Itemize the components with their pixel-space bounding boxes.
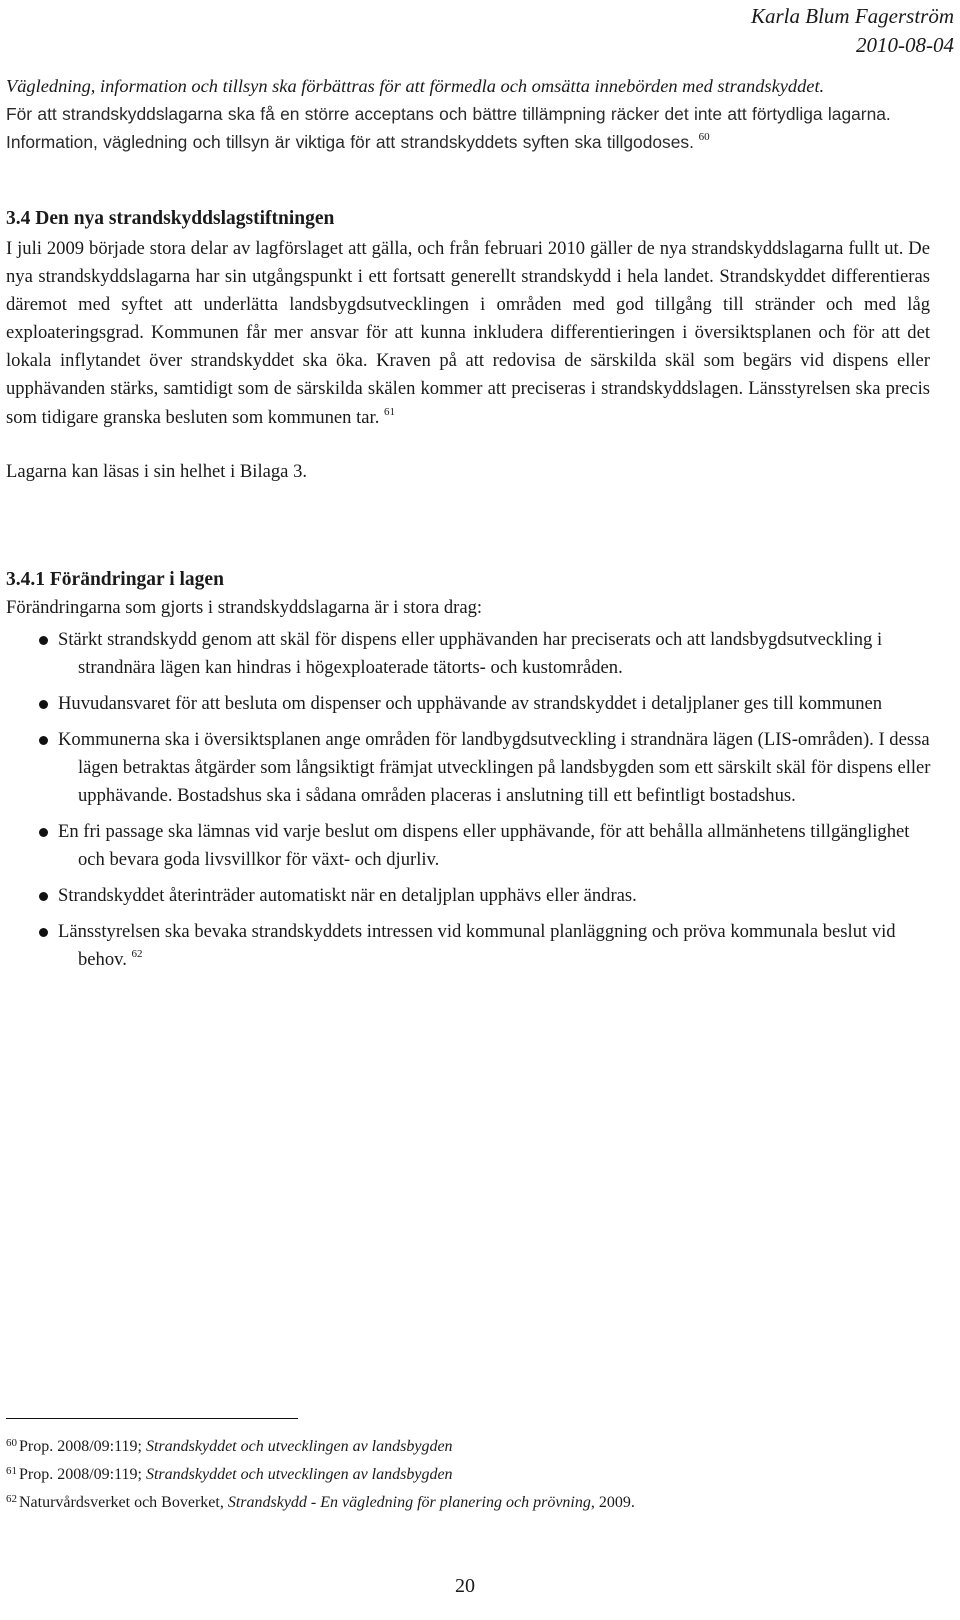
footnote-62	[6, 1487, 926, 1515]
list-item	[0, 690, 935, 718]
changes-list	[0, 626, 935, 982]
section-3-4-1-heading: 3.4.1 Förändringar i lagen	[6, 569, 224, 590]
header-date: 2010-08-04	[856, 33, 954, 57]
list-item-text: Huvudansvaret för att besluta om dispenser och upphävande av strandskyddet i detaljplaner ges till kommunen	[58, 693, 883, 714]
list-item	[0, 882, 935, 910]
footnote-number: 60	[6, 1437, 17, 1449]
bullet-icon	[39, 928, 48, 937]
section-3-4-1-intro: Förändringarna som gjorts i strandskyddslagarna är i stora drag:	[6, 597, 483, 618]
bullet-icon	[39, 828, 48, 837]
section-3-4-body	[6, 235, 930, 486]
intro-block	[6, 72, 934, 156]
footnotes	[6, 1431, 926, 1515]
list-item-text: Länsstyrelsen ska bevaka strandskyddets intressen vid kommunal planläggning och pröva kommunala beslut vid behov.	[58, 921, 896, 970]
list-item-text: Stärkt strandskydd genom att skäl för dispens eller upphävanden har preciserats och att landsbygdsutveckling i strandnära lägen kan hindras i högexploaterade tätorts- och kustområden.	[58, 629, 883, 678]
section-3-4-paragraph	[6, 235, 930, 432]
appendix-note: Lagarna kan läsas i sin helhet i Bilaga 3.	[6, 460, 308, 482]
page-number: 20	[455, 1575, 475, 1597]
bullet-icon	[39, 700, 48, 709]
footnote-title: Strandskydd - En vägledning för planering och prövning	[227, 1494, 591, 1511]
footnote-number: 61	[6, 1465, 17, 1477]
header-author: Karla Blum Fagerström	[750, 4, 954, 28]
footnote-ref-62[interactable]: 62	[131, 948, 143, 960]
intro-body: För att strandskyddslagarna ska få en större acceptans och bättre tillämpning räcker det inte att förtydliga lagarna. Information, vägledning och tillsyn är viktiga för att strandskyddets syften ska tillgodoses.	[6, 104, 891, 152]
list-item-text: Kommunerna ska i översiktsplanen ange områden för landbygdsutveckling i strandnära lägen (LIS-områden). I dessa lägen betraktas åtgärder som långsiktigt främjat utvecklingen på landsbygden som ett särskilt skäl för dispens eller upphävande. Bostadshus ska i sådana områden placeras i anslutning till ett befintligt bostadshus.	[58, 729, 931, 806]
footnote-title: Strandskyddet och utvecklingen av landsbygden	[145, 1466, 453, 1483]
section-3-4-heading: 3.4 Den nya strandskyddslagstiftningen	[6, 208, 335, 229]
footnote-61	[6, 1459, 926, 1487]
footnote-text: Prop. 2008/09:119;	[19, 1466, 146, 1483]
list-item	[0, 626, 935, 682]
list-item	[0, 918, 935, 974]
section-3-4-paragraph-text: I juli 2009 började stora delar av lagförslaget att gälla, och från februari 2010 gäller de nya strandskyddslagarna fullt ut. De nya strandskyddslagarna har sin utgångspunkt i ett fortsatt generellt strandskydd i hela landet. Strandskyddet differentieras däremot med syftet att underlätta landsbygdsutvecklingen i områden med god tillgång till stränder och med låg exploateringsgrad. Kommunen får mer ansvar för att kunna inkludera differentieringen i översiktsplanen och för att det lokala inflytandet över strandskyddet ska öka. Kraven på att redovisa de särskilda skäl som begärs vid dispens eller upphävanden stärks, samtidigt som de särskilda skälen kommer att preciseras i strandskyddslagen. Länsstyrelsen ska precis som tidigare granska besluten som kommunen tar.	[6, 238, 930, 428]
footnote-title: Strandskyddet och utvecklingen av landsbygden	[145, 1438, 453, 1455]
bullet-icon	[39, 736, 48, 745]
intro-lead: Vägledning, information och tillsyn ska förbättras för att förmedla och omsätta innebörden med strandskyddet.	[6, 76, 825, 96]
footnote-number: 62	[6, 1493, 17, 1505]
bullet-icon	[39, 636, 48, 645]
list-item	[0, 726, 935, 810]
footnote-text: Prop. 2008/09:119;	[19, 1438, 146, 1455]
list-item-text: Strandskyddet återinträder automatiskt när en detaljplan upphävs eller ändras.	[58, 885, 637, 906]
footnote-tail: , 2009.	[590, 1494, 635, 1511]
footnote-60	[6, 1431, 926, 1459]
bullet-icon	[39, 892, 48, 901]
footnote-separator	[6, 1418, 298, 1419]
footnote-ref-61[interactable]: 61	[384, 405, 396, 418]
footnote-text: Naturvårdsverket och Boverket,	[19, 1494, 228, 1511]
list-item-text: En fri passage ska lämnas vid varje beslut om dispens eller upphävande, för att behålla allmänhetens tillgänglighet och bevara goda livsvillkor för växt- och djurliv.	[58, 821, 910, 870]
list-item	[0, 818, 935, 874]
footnote-ref-60[interactable]: 60	[698, 131, 710, 143]
